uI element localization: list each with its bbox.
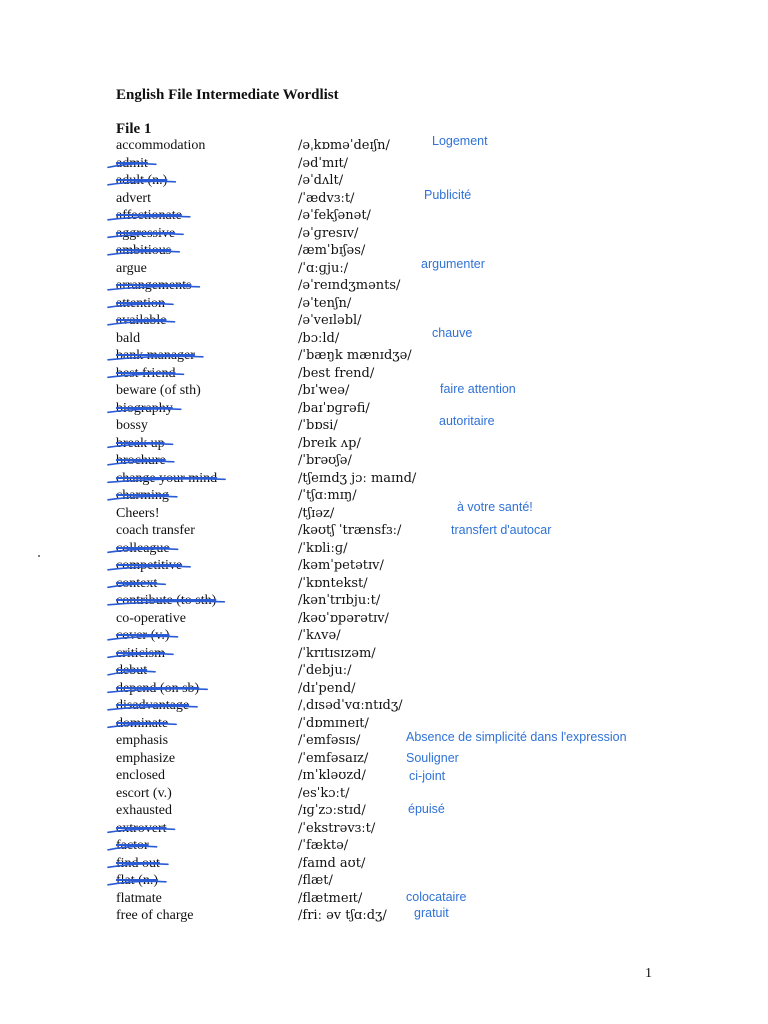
entry-word (116, 522, 195, 540)
entry-word (116, 207, 182, 225)
note-enclosed: ci-joint (409, 769, 446, 783)
wordlist-row (0, 855, 768, 873)
entry-word-label: aggressive (116, 225, 176, 241)
entry-word-label: colleague (116, 540, 170, 556)
entry-word (116, 575, 157, 593)
entry-pronunciation: /ˈemfəsɪs/ (298, 733, 361, 748)
entry-pronunciation: /tʃɪəz/ (298, 505, 335, 521)
wordlist-row (0, 785, 768, 803)
wordlist-row (0, 890, 768, 908)
entry-word-label: flat (n.) (116, 873, 158, 888)
entry-word-label: free of charge (116, 908, 194, 923)
entry-word-label: bald (116, 330, 141, 346)
wordlist-row (0, 715, 768, 733)
entry-word-label: factor (116, 838, 149, 853)
entry-pronunciation: /best frend/ (298, 365, 375, 381)
wordlist-row (0, 190, 768, 208)
entry-word (116, 732, 168, 750)
entry-pronunciation: /əˈveɪləbl/ (298, 313, 362, 328)
entry-pronunciation: /ˈkrɪtɪsɪzəm/ (298, 645, 376, 661)
entry-word-label: affectionate (116, 208, 182, 223)
entry-pronunciation: /ədˈmɪt/ (298, 155, 349, 171)
wordlist-table (0, 137, 768, 925)
wordlist-row (0, 680, 768, 698)
entry-word (116, 470, 217, 488)
entry-pronunciation: /əˈɡresɪv/ (298, 225, 359, 241)
wordlist-row (0, 767, 768, 785)
entry-pronunciation: /friː əv tʃɑːdʒ/ (298, 908, 387, 923)
entry-word-label: attention (116, 295, 165, 311)
entry-word (116, 190, 151, 208)
entry-pronunciation: /ˈdɒmɪneɪt/ (298, 715, 369, 731)
entry-word-label: coach transfer (116, 523, 195, 538)
page-number: 1 (645, 966, 652, 981)
entry-pronunciation: /ˈemfəsaɪz/ (298, 750, 369, 766)
entry-word-label: find out (116, 855, 160, 871)
entry-pronunciation: /ˈekstrəvɜːt/ (298, 820, 376, 836)
entry-word-label: enclosed (116, 768, 165, 783)
entry-word (116, 785, 172, 803)
entry-pronunciation: /əˈtenʃn/ (298, 295, 352, 311)
wordlist-row (0, 645, 768, 663)
entry-pronunciation: /ˈbæŋk mænɪdʒə/ (298, 348, 412, 363)
entry-word-label: emphasis (116, 733, 169, 748)
entry-word-label: break up (116, 435, 165, 451)
wordlist-row (0, 225, 768, 243)
entry-word (116, 400, 173, 418)
wordlist-row (0, 662, 768, 680)
note-beware: faire attention (440, 382, 516, 396)
entry-word-label: context (116, 575, 158, 591)
entry-word-label: competitive (116, 558, 183, 573)
entry-pronunciation: /bɪˈweə/ (298, 383, 350, 398)
entry-pronunciation: /tʃeɪndʒ jɔː maɪnd/ (298, 470, 417, 486)
entry-word-label: bossy (116, 418, 148, 433)
entry-word (116, 802, 172, 820)
entry-word-label: extrovert (116, 820, 167, 836)
entry-word (116, 645, 165, 663)
wordlist-row (0, 837, 768, 855)
wordlist-row (0, 732, 768, 750)
entry-pronunciation: /ˈbrəʊʃə/ (298, 453, 352, 468)
entry-word-label: arrangements (116, 278, 192, 293)
entry-pronunciation: /breɪk ʌp/ (298, 435, 361, 451)
entry-word (116, 452, 166, 470)
wordlist-row (0, 295, 768, 313)
entry-pronunciation: /ˈdebjuː/ (298, 663, 352, 678)
entry-pronunciation: /ˈkɒntekst/ (298, 575, 368, 591)
wordlist-row (0, 172, 768, 190)
entry-word (116, 610, 186, 628)
entry-word-label: criticism (116, 645, 165, 661)
note-exhausted: épuisé (408, 802, 445, 816)
entry-word (116, 872, 158, 890)
note-bald: chauve (432, 326, 473, 340)
note-flatmate: colocataire (406, 890, 467, 904)
note-advert: Publicité (424, 188, 472, 202)
wordlist-row (0, 312, 768, 330)
entry-word-label: bank manager (116, 348, 195, 363)
entry-word (116, 505, 160, 523)
wordlist-row (0, 470, 768, 488)
entry-word (116, 225, 175, 243)
wordlist-row (0, 260, 768, 278)
note-emphasize: Souligner (406, 751, 459, 765)
entry-word (116, 855, 160, 873)
entry-pronunciation: /əˈreɪndʒmənts/ (298, 278, 401, 293)
wordlist-row (0, 155, 768, 173)
entry-pronunciation: /kəʊˈɒpərətɪv/ (298, 610, 389, 626)
entry-word-label: advert (116, 190, 151, 206)
entry-pronunciation: /kəmˈpetətɪv/ (298, 558, 384, 573)
wordlist-row (0, 522, 768, 540)
entry-word (116, 487, 169, 505)
entry-word-label: change your mind (116, 470, 218, 486)
entry-word-label: adult (n.) (116, 173, 168, 188)
section-heading: File 1 (116, 121, 152, 137)
wordlist-row (0, 365, 768, 383)
note-bossy: autoritaire (439, 414, 495, 428)
wordlist-row (0, 750, 768, 768)
entry-word (116, 277, 191, 295)
entry-pronunciation: /kəʊtʃ ˈtrænsfɜː/ (298, 523, 402, 538)
entry-pronunciation: /ɪnˈkləʊzd/ (298, 768, 366, 783)
entry-pronunciation: /ˈkʌvə/ (298, 628, 341, 643)
entry-word-label: admit (116, 155, 148, 171)
entry-word (116, 365, 175, 383)
wordlist-row (0, 610, 768, 628)
wordlist-row (0, 277, 768, 295)
entry-word-label: escort (v.) (116, 785, 172, 801)
entry-word (116, 382, 201, 400)
note-coach-transfer: transfert d'autocar (451, 523, 552, 537)
entry-word-label: contribute (to sth) (116, 593, 217, 608)
entry-word-label: disadvantage (116, 698, 190, 713)
entry-word (116, 662, 147, 680)
entry-word (116, 540, 170, 558)
entry-word (116, 435, 165, 453)
entry-pronunciation: /flætmeɪt/ (298, 890, 363, 906)
entry-word (116, 890, 162, 908)
entry-pronunciation: /əˌkɒməˈdeɪʃn/ (298, 138, 390, 153)
entry-word (116, 295, 165, 313)
wordlist-row (0, 137, 768, 155)
entry-word (116, 557, 182, 575)
wordlist-row (0, 575, 768, 593)
entry-word (116, 715, 168, 733)
entry-word (116, 680, 199, 698)
wordlist-row (0, 802, 768, 820)
entry-pronunciation: /ˈtʃɑːmɪŋ/ (298, 488, 357, 503)
wordlist-row (0, 540, 768, 558)
entry-word-label: emphasize (116, 750, 176, 766)
wordlist-row (0, 820, 768, 838)
entry-word-label: beware (of sth) (116, 383, 201, 398)
entry-word (116, 837, 149, 855)
entry-word (116, 750, 175, 768)
wordlist-row (0, 487, 768, 505)
entry-pronunciation: /ˈædvɜːt/ (298, 190, 355, 206)
entry-pronunciation: /faɪnd aʊt/ (298, 855, 366, 871)
wordlist-row (0, 207, 768, 225)
document-title: English File Intermediate Wordlist (116, 87, 339, 103)
entry-word-label: biography (116, 400, 173, 416)
entry-word (116, 330, 140, 348)
entry-word-label: depend (on sb) (116, 680, 200, 696)
note-free-of-charge: gratuit (414, 906, 449, 920)
wordlist-row (0, 505, 768, 523)
entry-word (116, 312, 167, 330)
wordlist-row (0, 872, 768, 890)
wordlist-row (0, 347, 768, 365)
wordlist-row (0, 592, 768, 610)
entry-pronunciation: /ˈɑːɡjuː/ (298, 260, 349, 276)
entry-word-label: brochure (116, 453, 166, 468)
entry-pronunciation: /kənˈtrɪbjuːt/ (298, 593, 381, 608)
entry-word-label: best friend (116, 365, 176, 381)
note-emphasis: Absence de simplicité dans l'expression (406, 730, 627, 744)
entry-pronunciation: /bɔːld/ (298, 330, 340, 346)
wordlist-row (0, 435, 768, 453)
wordlist-row (0, 242, 768, 260)
note-argue: argumenter (421, 257, 485, 271)
entry-word-label: dominate (116, 715, 169, 731)
entry-word (116, 347, 195, 365)
entry-word (116, 592, 216, 610)
entry-word (116, 907, 193, 925)
entry-word-label: charming (116, 488, 169, 503)
wordlist-row (0, 452, 768, 470)
entry-word-label: exhausted (116, 803, 172, 818)
entry-word (116, 697, 189, 715)
entry-word (116, 242, 171, 260)
wordlist-row (0, 330, 768, 348)
entry-pronunciation: /ˈbɒsi/ (298, 418, 338, 433)
entry-word-label: co-operative (116, 610, 186, 626)
entry-word (116, 767, 165, 785)
entry-pronunciation: /ɪɡˈzɔːstɪd/ (298, 803, 366, 818)
entry-word (116, 260, 147, 278)
entry-pronunciation: /əˈfekʃənət/ (298, 208, 371, 223)
stray-dot (38, 555, 40, 557)
wordlist-row (0, 400, 768, 418)
wordlist-row (0, 907, 768, 925)
entry-pronunciation: /æmˈbɪʃəs/ (298, 243, 366, 258)
entry-pronunciation: /flæt/ (298, 873, 333, 888)
entry-word (116, 417, 148, 435)
entry-pronunciation: /ˌdɪsədˈvɑːntɪdʒ/ (298, 698, 403, 713)
entry-word-label: ambitious (116, 243, 172, 258)
entry-word-label: cover (v.) (116, 628, 170, 643)
entry-word (116, 820, 167, 838)
entry-word-label: argue (116, 260, 147, 276)
wordlist-row (0, 417, 768, 435)
wordlist-row (0, 557, 768, 575)
note-cheers: à votre santé! (457, 500, 533, 514)
wordlist-row (0, 697, 768, 715)
wordlist-row (0, 382, 768, 400)
entry-word-label: available (116, 313, 167, 328)
entry-word (116, 627, 170, 645)
entry-word-label: flatmate (116, 890, 162, 906)
entry-word (116, 137, 205, 155)
entry-word-label: Cheers! (116, 505, 160, 521)
entry-word (116, 172, 167, 190)
note-accommodation: Logement (432, 134, 488, 148)
entry-pronunciation: /dɪˈpend/ (298, 680, 356, 696)
entry-pronunciation: /ˈkɒliːɡ/ (298, 540, 348, 556)
entry-word (116, 155, 148, 173)
wordlist-row (0, 627, 768, 645)
entry-word-label: debut (116, 663, 148, 678)
entry-pronunciation: /esˈkɔːt/ (298, 785, 350, 801)
entry-word-label: accommodation (116, 138, 206, 153)
entry-pronunciation: /ˈfæktə/ (298, 838, 349, 853)
entry-pronunciation: /əˈdʌlt/ (298, 173, 344, 188)
entry-pronunciation: /baɪˈɒɡrəfi/ (298, 400, 370, 416)
